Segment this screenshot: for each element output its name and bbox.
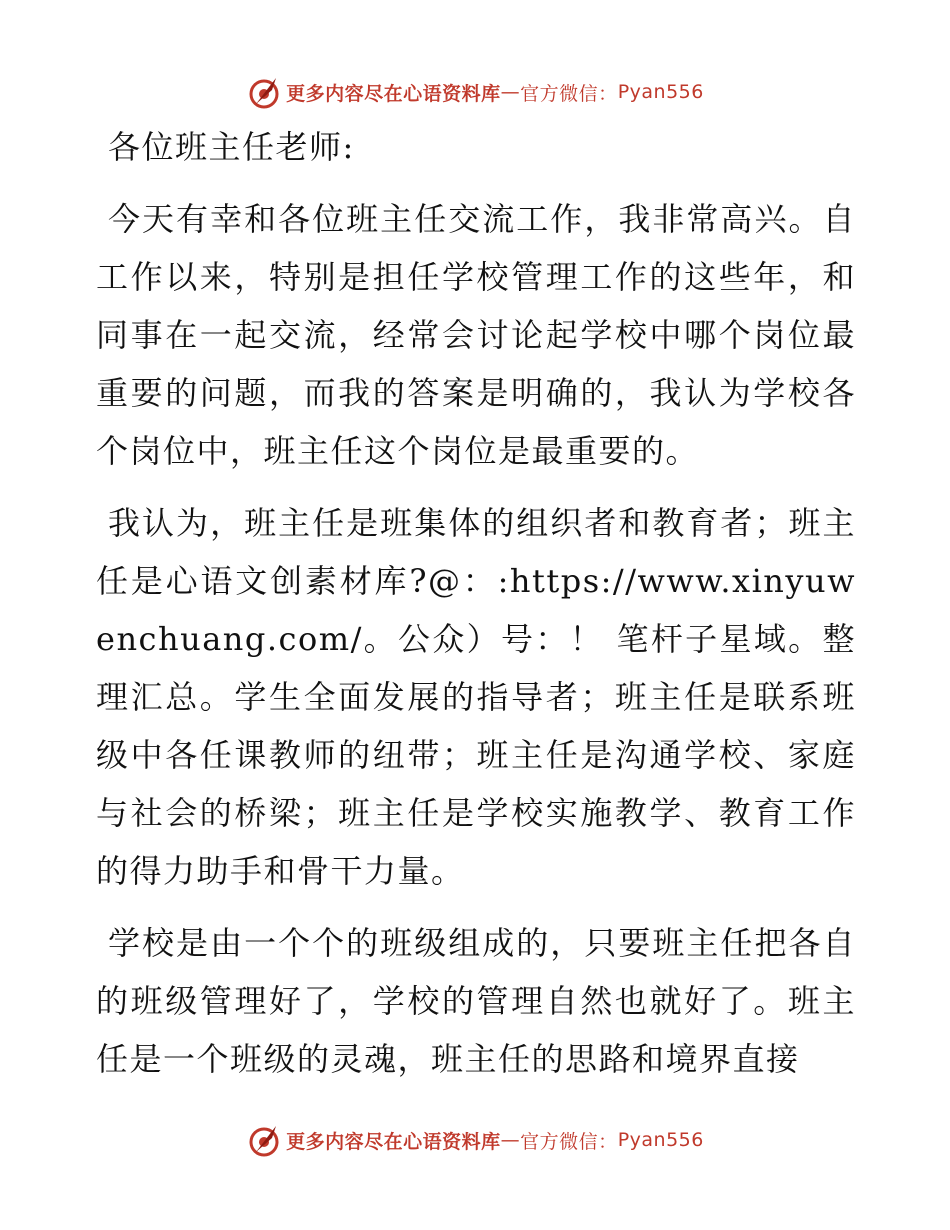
paragraph-1 bbox=[96, 190, 856, 480]
banner-wechat-id: Pyan556 bbox=[617, 81, 704, 103]
paragraph-3 bbox=[96, 914, 856, 1088]
header-banner bbox=[0, 72, 950, 112]
banner-wechat-id: Pyan556 bbox=[617, 1129, 704, 1151]
banner-brand-text: 更多内容尽在心语资料库 bbox=[286, 82, 501, 105]
paragraph-2 bbox=[96, 494, 856, 900]
quill-logo-icon bbox=[246, 1122, 282, 1158]
footer-banner bbox=[0, 1120, 950, 1160]
paragraph-3-text: 学校是由一个个的班级组成的，只要班主任把各自的班级管理好了，学校的管理自然也就好了。班主任是一个班级的灵魂，班主任的思路和境界直接 bbox=[96, 924, 856, 1078]
banner-official-label: 官方微信： bbox=[520, 1130, 618, 1153]
quill-logo-icon bbox=[246, 74, 282, 110]
paragraph-2-text: 我认为，班主任是班集体的组织者和教育者；班主任是心语文创素材库?@：:https://www.xinyuwenchuang.com/。公众）号：！ 笔杆子星域。整理汇总。学生全面发展的指导者；班主任是联系班级中各任课教师的纽带；班主任是沟通学校、家庭与社会的桥梁；班主任是学校实施教学、教育工作的得力助手和骨干力量。 bbox=[96, 504, 856, 890]
document-body bbox=[96, 118, 856, 1088]
banner-dash: — bbox=[500, 81, 521, 103]
greeting-text: 各位班主任老师: bbox=[108, 128, 355, 166]
banner-dash: — bbox=[500, 1129, 521, 1151]
greeting bbox=[96, 118, 856, 176]
paragraph-1-text: 今天有幸和各位班主任交流工作，我非常高兴。自工作以来，特别是担任学校管理工作的这些年，和同事在一起交流，经常会讨论起学校中哪个岗位最重要的问题，而我的答案是明确的，我认为学校各个岗位中，班主任这个岗位是最重要的。 bbox=[96, 200, 856, 470]
banner-official-label: 官方微信： bbox=[520, 82, 618, 105]
banner-brand-text: 更多内容尽在心语资料库 bbox=[286, 1130, 501, 1153]
